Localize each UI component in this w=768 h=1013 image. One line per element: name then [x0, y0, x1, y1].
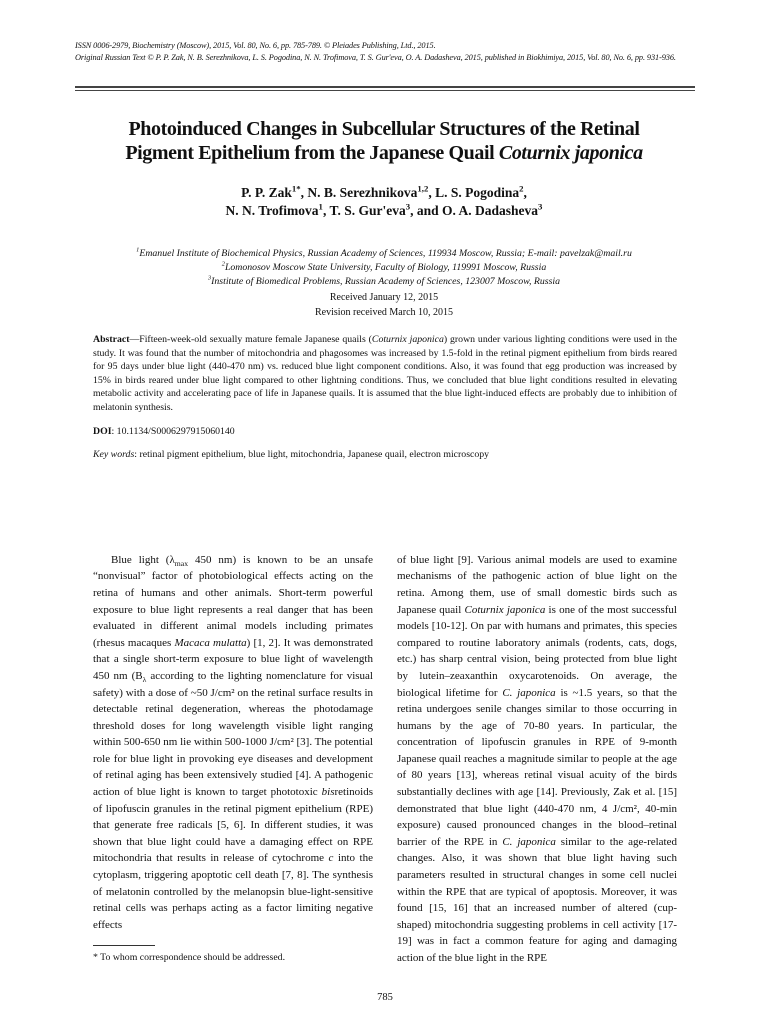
sep: , — [322, 203, 330, 218]
keywords-label: Key words — [93, 449, 135, 461]
author: O. A. Dadasheva — [442, 203, 539, 218]
footnote-rule — [93, 945, 155, 946]
text: of blue light [9]. Various animal models are used to examine mechanisms of the pathogenic action of blue light on the retina. Among them, use of small domestic birds such as Japanese quail — [397, 553, 677, 616]
species: Macaca mulatta — [174, 636, 247, 649]
sep: , — [428, 185, 436, 200]
doi-label: DOI — [93, 425, 112, 437]
author-sup: 2 — [519, 183, 524, 194]
author: P. P. Zak — [241, 185, 292, 200]
title-line-2 — [60, 141, 708, 165]
body-paragraph — [93, 552, 373, 934]
body-column-left — [93, 552, 373, 967]
subscript: λ — [142, 675, 147, 685]
species: C. japonica — [502, 686, 556, 699]
text: into the cytoplasm, triggering apoptotic cell death [7, 8]. The synthesis of melatonin controlled by the melanopsin blue-light-sensitive retinal cells was perhaps acting as a factor limiting negative effects — [93, 852, 373, 931]
author: L. S. Pogodina — [435, 185, 520, 200]
affiliation — [60, 261, 708, 275]
aff-text: Emanuel Institute of Biochemical Physics, Russian Academy of Sciences, 119934 Moscow, Russia; E-mail: pavelzak@mail.ru — [139, 248, 632, 259]
sep: , — [300, 185, 308, 200]
italic: c — [328, 852, 334, 865]
affiliations — [60, 247, 708, 289]
text: is one of the most successful models [10-12]. On par with humans and primates, this species compared to routine laboratory animals (rodents, cats, dogs, etc.) has sharp central vision, being protected from blue light by lutein–zeaxanthin oxycarotenoids. On average, the biological lifetime for — [397, 603, 677, 699]
header-rule — [75, 86, 695, 88]
text: 450 nm) is known to be an unsafe “nonvisual” factor of photobiological effects acting on the retina of humans and other animals. Short-term powerful exposure to blue light represents a real danger that has been evaluated in different animal models including primates (rhesus macaques — [93, 553, 373, 649]
affiliation — [60, 275, 708, 289]
dates — [60, 291, 708, 320]
received-date: Received January 12, 2015 — [329, 292, 439, 303]
title-line-1: Photoinduced Changes in Subcellular Structures of the Retinal — [128, 118, 640, 140]
text: Blue light (λ — [111, 553, 175, 566]
aff-num: 1 — [136, 246, 140, 254]
subscript: max — [174, 558, 189, 568]
journal-header — [75, 40, 695, 63]
original-text-line: Original Russian Text © P. P. Zak, N. B. Serezhnikova, L. S. Pogodina, N. N. Trofimova, T. S. Gur'eva, O. A. Dadasheva, 2015, published in Biokhimiya, 2015, Vol. 80, No. 6, pp. 931-936. — [75, 52, 676, 62]
issn-line: ISSN 0006-2979, Biochemistry (Moscow), 2015, Vol. 80, No. 6, pp. 785-789. © Pleiades Publishing, Ltd., 2015. — [75, 41, 436, 50]
aff-text: Institute of Biomedical Problems, Russian Academy of Sciences, 123007 Moscow, Russia — [211, 276, 561, 287]
text: ) [1, 2]. It was demonstrated that a single short-term exposure to blue light of wavelength 450 nm (B — [93, 636, 374, 682]
page-number: 785 — [377, 991, 393, 1003]
paper-title — [60, 117, 708, 165]
author-sup: 3 — [538, 201, 543, 212]
title-species: Coturnix japonica — [498, 142, 643, 164]
author: N. N. Trofimova — [225, 203, 319, 218]
revision-date: Revision received March 10, 2015 — [314, 306, 454, 318]
title-text: Pigment Epithelium from the Japanese Quail — [125, 142, 499, 164]
aff-text: Lomonosov Moscow State University, Faculty of Biology, 119991 Moscow, Russia — [224, 262, 547, 273]
text: similar to the age-related changes. Also, it was shown that blue light having such parameters resulted in structural changes in some cell nuclei within the RPE that are typical of apoptosis. Moreover, it was found [15, 16] that an increased number of altered (cup-shaped) mitochondria suggesting problems in cell activity [17-19] was in fact a common feature for aging and damaging action of the blue light in the RPE — [397, 835, 677, 964]
author-sup: 1 — [318, 201, 323, 212]
species: C. japonica — [502, 835, 556, 848]
body-column-right — [397, 552, 677, 967]
body-paragraph — [397, 552, 677, 967]
abstract-species: Coturnix japonica — [371, 334, 444, 345]
affiliation — [60, 247, 708, 261]
species: Coturnix japonica — [464, 603, 546, 616]
doi — [93, 425, 677, 439]
dash: — — [129, 334, 140, 345]
abstract-label: Abstract — [93, 334, 130, 345]
text: is ~1.5 years, so that the retina undergoes senile changes similar to those occurring in humans by the age of 70-80 years. In particular, the concentration of lipofuscin granules in RPE of 9-month Japanese quail reaches a magnitude similar to people at the age of 80 years [13], whereas retinal visual acuity of the birds substantially declines with age [14]. Previously, Zak et al. [15] demonstrated that blue light (440-470 nm, 4 J/cm², 40-min exposure) caused pronounced changes in the blood–retinal barrier of the RPE in — [397, 686, 677, 848]
doi-value[interactable]: : 10.1134/S0006297915060140 — [111, 425, 235, 437]
italic: bis — [321, 786, 335, 799]
author-sup: 1,2 — [417, 183, 429, 194]
footnote: * To whom correspondence should be addressed. — [93, 952, 286, 964]
author-list — [60, 184, 708, 220]
author-sup: 3 — [405, 201, 411, 212]
main-flow — [93, 333, 677, 1013]
text: retinoids of lipofuscin granules in the retinal pigment epithelium (RPE) that generate free radicals [5, 6]. In different studies, it was shown that blue light could have a damaging effect on RPE mitochondria that results in release of cytochrome — [93, 786, 373, 865]
author: T. S. Gur'eva — [329, 203, 406, 218]
text: according to the lighting nomenclature for visual safety) with a dose of ~50 J/cm² on the retinal surface results in detectable retinal degeneration, whereas the photodamage threshold doses for long wavelength visible light ranging within 500-650 nm lie within 500-1000 J/cm² [3]. The potential role for blue light in provoking eye diseases and development of retinal aging has been extensively studied [4]. A pathogenic action of blue light is known to target phototoxic — [93, 669, 373, 799]
abstract-text: ) grown under various lighting conditions were used in the study. It was found that the number of mitochondria and phagosomes was increased by 1.5-fold in the retinal pigment epithelium from birds reared for 95 days under blue light (440-470 nm) vs. reduced blue light component conditions. Also, it was found that egg production was increased by 15% in birds reared under blue light compared to other lightning conditions. Thus, we concluded that blue light conditions resulted in elevating metabolic activity and accelerating pace of life in Japanese quails. It is assumed that the blue light-induced effects are probably due to inhibition of melatonin synthesis. — [93, 334, 677, 413]
author-sup: 1* — [291, 183, 301, 194]
keywords — [93, 448, 677, 462]
header-rule-thin — [75, 90, 695, 91]
aff-num: 3 — [207, 274, 212, 282]
author: N. B. Serezhnikova — [307, 185, 418, 200]
sep: , — [523, 185, 527, 200]
aff-num: 2 — [221, 260, 225, 268]
sep: , and — [410, 203, 443, 218]
abstract — [93, 333, 677, 415]
body-columns — [93, 552, 677, 967]
keywords-value: : retinal pigment epithelium, blue light, mitochondria, Japanese quail, electron microscopy — [134, 449, 490, 461]
abstract-text: Fifteen-week-old sexually mature female Japanese quails ( — [139, 334, 372, 345]
